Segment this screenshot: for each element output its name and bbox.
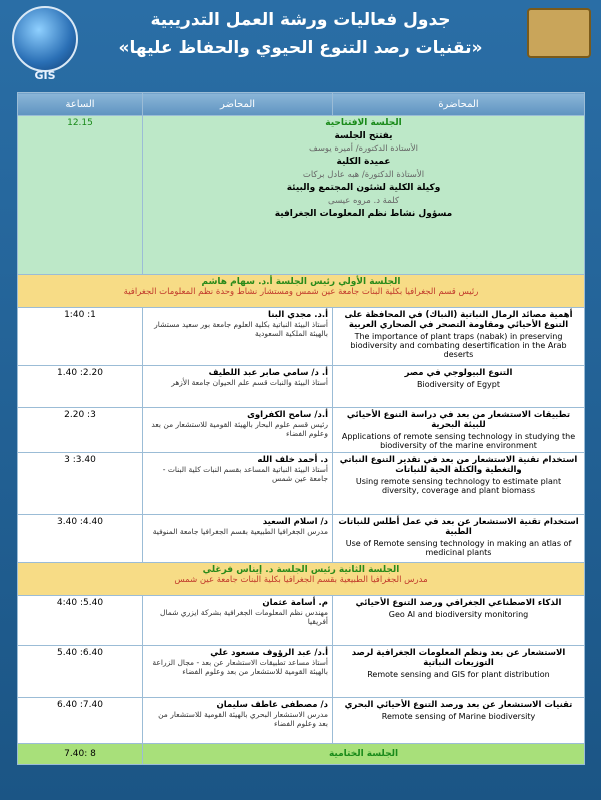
opening-time: 12.15 — [18, 116, 143, 275]
lecture-title-ar: استخدام تقنية الاستشعار من بعد في تقدير التنوع النباتي والتغطية والكتلة الحية للنباتات — [339, 455, 578, 475]
lecturer-cell — [143, 646, 333, 698]
opening-line: مسؤول نشاط نظم المعلومات الجغرافية — [274, 209, 453, 219]
session2-subtitle: مدرس الجغرافيا الطبيعية بقسم الجغرافيا بكلية البنات جامعة عين شمس — [174, 575, 428, 585]
lecturer-name: أ.د/ سامح الكفراوى — [247, 410, 328, 420]
table-header-row — [18, 93, 585, 116]
lecture-title-ar: استخدام تقنية الاستشعار عن بعد في عمل أطلس للنباتات الطبية — [338, 517, 579, 537]
lecturer-desc: أستاذ البيئة النباتية المساعد بقسم النبات كلية البنات - جامعة عين شمس — [162, 465, 328, 483]
schedule-table — [17, 92, 585, 765]
page-subtitle: «تقنيات رصد التنوع الحيوي والحفاظ عليها» — [118, 38, 483, 58]
lecture-title-ar: تقنيات الاستشعار عن بعد ورصد التنوع الأحيائي البحري — [344, 700, 573, 710]
session2-banner — [18, 563, 585, 596]
opening-line: الأستاذة الدكتورة/ أميرة يوسف — [309, 144, 418, 154]
table-row — [18, 366, 585, 408]
lecturer-cell — [143, 408, 333, 453]
table-row — [18, 453, 585, 515]
lecturer-desc: أستاذ مساعد تطبيقات الاستشعار عن بعد - مجال الزراعة بالهيئة القومية للاستشعار من بعد وعلوم الفضاء — [152, 658, 328, 676]
session1-banner — [18, 275, 585, 308]
opening-session — [143, 116, 585, 275]
time-cell: 6.40 :7.40 — [18, 698, 143, 744]
lecturer-desc: أستاذ البيئة النباتية بكلية العلوم جامعة بور سعيد مستشار بالهيئة الملكية السعودية — [154, 320, 328, 338]
time-cell: 3.40 :4.40 — [18, 515, 143, 563]
table-row — [18, 408, 585, 453]
closing-title: الجلسة الختامية — [143, 744, 585, 765]
opening-title: الجلسة الافتتاحية — [325, 118, 402, 128]
page-title: جدول فعاليات ورشة العمل التدريبية — [150, 10, 451, 30]
opening-line: يفتتح الجلسة — [334, 131, 393, 141]
table-row — [18, 646, 585, 698]
lecture-cell — [333, 515, 585, 563]
lecture-title-en: Using remote sensing technology to estimate plant diversity, coverage and plant biomass — [355, 477, 562, 495]
session2-rows — [18, 596, 585, 744]
time-cell: 2.20 :3 — [18, 408, 143, 453]
lecturer-desc: رئيس قسم علوم البحار بالهيئة القومية للاستشعار من بعد وعلوم الفضاء — [151, 420, 328, 438]
table-row — [18, 515, 585, 563]
lecturer-name: د. أحمد خلف الله — [257, 455, 328, 465]
lecture-title-ar: الاستشعار عن بعد ونظم المعلومات الجغرافية لرصد التوزيعات النباتية — [351, 648, 566, 668]
opening-line: الأستاذة الدكتورة/ هبه عادل بركات — [302, 170, 425, 180]
session1-subtitle: رئيس قسم الجغرافيا بكلية البنات جامعة عين شمس ومستشار نشاط وحدة نظم المعلومات الجغرافية — [123, 287, 479, 297]
time-cell: 5.40 :6.40 — [18, 646, 143, 698]
lecturer-desc: أستاذ البيئة والنبات قسم علم الحيوان جامعة الأزهر — [171, 378, 328, 387]
lecturer-name: أ.د. مجدي البنا — [268, 310, 328, 320]
header-lecture: المحاضرة — [333, 93, 585, 116]
lecture-title-en: Geo AI and biodiversity monitoring — [388, 610, 529, 619]
lecturer-name: د/ مصطفى عاطف سليمان — [216, 700, 328, 710]
lecture-cell — [333, 366, 585, 408]
lecture-title-ar: أهمية مصائد الرمال النباتية (النباك) في المحافظة على التنوع الأحيائي ومقاومة التصحر في الصحاري العربية — [344, 310, 573, 330]
header — [0, 0, 601, 88]
lecture-cell — [333, 308, 585, 366]
header-lecturer: المحاضر — [143, 93, 333, 116]
lecturer-cell — [143, 366, 333, 408]
lecture-cell — [333, 698, 585, 744]
lecturer-desc: مدرس الجغرافيا الطبيعية بقسم الجغرافيا جامعة المنوفية — [152, 527, 328, 536]
time-cell: 3 :3.40 — [18, 453, 143, 515]
lecturer-desc: مدرس الاستشعار البحري بالهيئة القومية للاستشعار من بعد وعلوم الفضاء — [158, 710, 328, 728]
lecture-cell — [333, 408, 585, 453]
opening-line: كلمة د. مروه عيسى — [327, 196, 400, 206]
lecture-title-ar: الذكاء الاصطناعي الجغرافي ورصد التنوع الأحيائي — [355, 598, 562, 608]
lecture-title-en: Biodiversity of Egypt — [417, 380, 500, 389]
session1-title: الجلسة الأولي رئيس الجلسة أ.د. سهام هاشم — [201, 277, 401, 287]
table-row — [18, 596, 585, 646]
lecturer-cell — [143, 453, 333, 515]
lecture-cell — [333, 646, 585, 698]
gis-logo-text: GIS — [34, 69, 56, 82]
opening-row — [18, 116, 585, 275]
session1-header — [18, 275, 585, 308]
lecture-title-ar: التنوع البيولوجي في مصر — [404, 368, 513, 378]
university-logo — [527, 8, 591, 58]
closing-time: 7.40: 8 — [18, 744, 143, 765]
lecturer-cell — [143, 308, 333, 366]
time-cell: 1:40 :1 — [18, 308, 143, 366]
session1-rows — [18, 308, 585, 563]
lecturer-name: م. أسامة عثمان — [262, 598, 328, 608]
lecture-cell — [333, 596, 585, 646]
lecturer-name: د/ اسلام السعيد — [262, 517, 328, 527]
lecture-title-en: The importance of plant traps (nabak) in preserving biodiversity and combating desertification in the Arab deserts — [350, 332, 567, 359]
lecturer-cell — [143, 515, 333, 563]
table-row — [18, 698, 585, 744]
lecture-title-en: Remote sensing of Marine biodiversity — [381, 712, 536, 721]
lecturer-name: أ.د/ عبد الرؤوف مسعود علي — [210, 648, 328, 658]
lecture-cell — [333, 453, 585, 515]
session2-header — [18, 563, 585, 596]
header-time: الساعة — [18, 93, 143, 116]
lecturer-cell — [143, 596, 333, 646]
session2-title: الجلسة الثانية رئيس الجلسة د. إيناس فرغلي — [202, 565, 400, 575]
table-row — [18, 308, 585, 366]
time-cell: 4:40 :5.40 — [18, 596, 143, 646]
lecture-title-en: Remote sensing and GIS for plant distribution — [367, 670, 550, 679]
lecture-title-en: Applications of remote sensing technology in studying the biodiversity of the marine environment — [341, 432, 576, 450]
lecture-title-ar: تطبيقات الاستشعار من بعد في دراسة التنوع الأحيائي للبيئة البحرية — [346, 410, 571, 430]
time-cell: 1.40 :2.20 — [18, 366, 143, 408]
opening-line: عميدة الكلية — [336, 157, 391, 167]
lecturer-desc: مهندس نظم المعلومات الجغرافية بشركة ايزري شمال أفريقيا — [160, 608, 328, 626]
lecturer-cell — [143, 698, 333, 744]
lecture-title-en: Use of Remote sensing technology in making an atlas of medicinal plants — [345, 539, 572, 557]
gis-logo — [12, 6, 78, 82]
opening-line: وكيلة الكلية لشئون المجتمع والبيئة — [286, 183, 441, 193]
lecturer-name: أ. د/ سامي صابر عبد اللطيف — [208, 368, 328, 378]
closing-row — [18, 744, 585, 765]
